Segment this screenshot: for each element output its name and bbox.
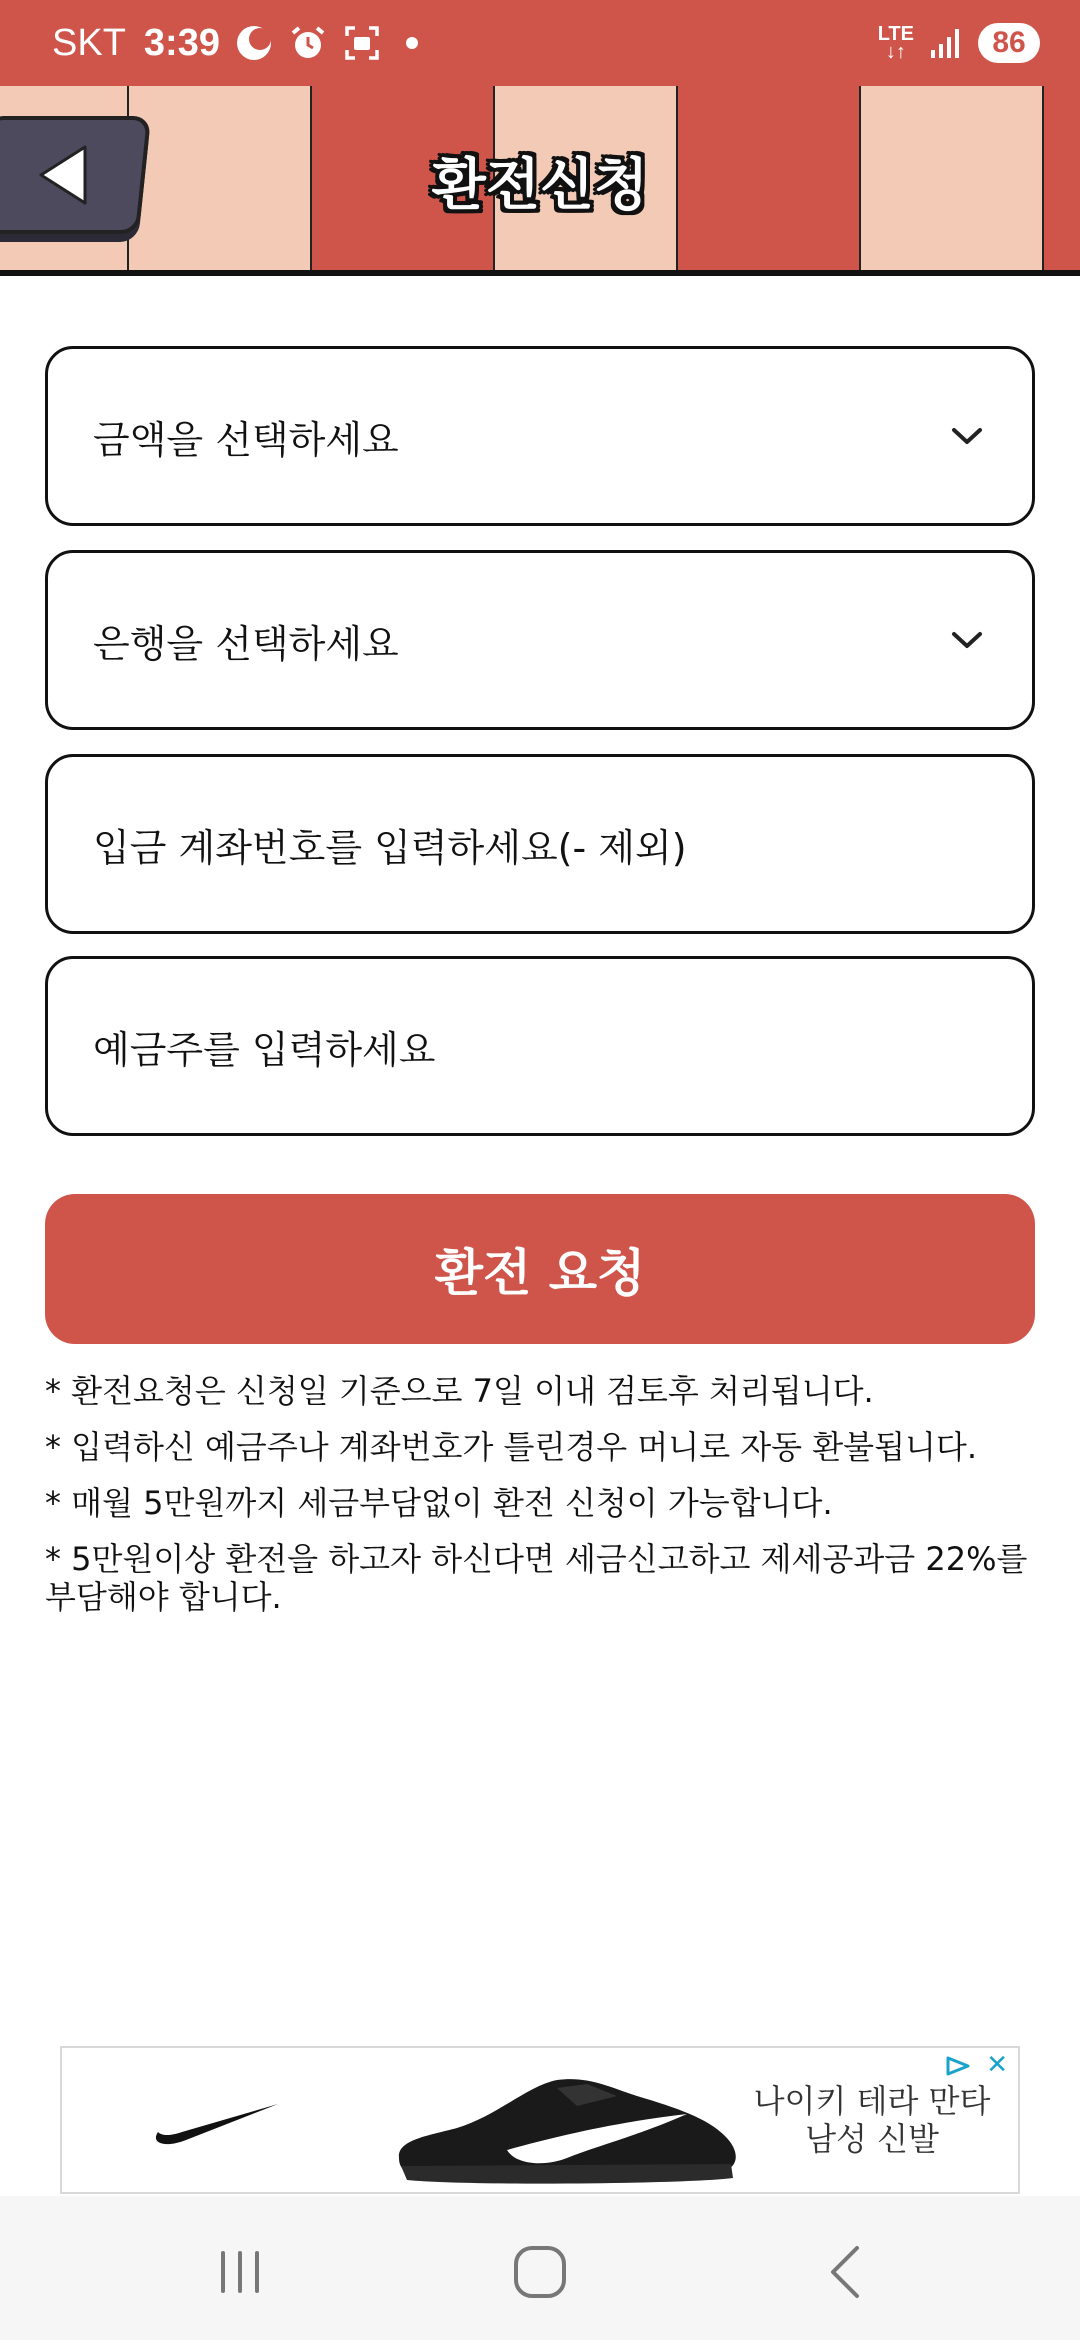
ad-banner[interactable]: [60, 2046, 1020, 2194]
clock: 3:39: [143, 21, 220, 64]
notice-item: * 매월 5만원까지 세금부담없이 환전 신청이 가능합니다.: [45, 1484, 833, 1522]
recent-apps-icon[interactable]: [200, 2232, 280, 2312]
battery-indicator: 86: [978, 23, 1040, 63]
amount-select[interactable]: [45, 346, 1035, 526]
page-title: 환전신청: [431, 153, 649, 218]
moon-icon: [234, 23, 274, 63]
amount-select-label: 금액을 선택하세요: [93, 417, 399, 462]
page-header: [0, 86, 1080, 276]
carrier-label: SKT: [52, 21, 126, 64]
account-holder-placeholder: 예금주를 입력하세요: [93, 1027, 436, 1072]
notice-item: * 5만원이상 환전을 하고자 하신다면 세금신고하고 제세공과금 22%를 부담해야 합니다.: [45, 1540, 1028, 1616]
system-nav-bar: [0, 2196, 1080, 2340]
exchange-request-label: 환전 요청: [434, 1244, 646, 1302]
account-holder-input[interactable]: [45, 956, 1035, 1136]
dot-icon: [406, 37, 418, 49]
screenshot-icon: [342, 23, 382, 63]
back-icon[interactable]: [805, 2232, 885, 2312]
adchoices-icon[interactable]: [942, 2054, 974, 2078]
notice-item: * 환전요청은 신청일 기준으로 7일 이내 검토후 처리됩니다.: [45, 1372, 874, 1410]
chevron-down-icon: [947, 620, 987, 660]
notice-item: * 입력하신 예금주나 계좌번호가 틀린경우 머니로 자동 환불됩니다.: [45, 1428, 978, 1466]
chevron-down-icon: [947, 416, 987, 456]
lte-indicator: LTE ↓↑: [877, 23, 914, 63]
account-number-input[interactable]: [45, 754, 1035, 934]
account-number-placeholder: 입금 계좌번호를 입력하세요(- 제외): [93, 825, 687, 870]
home-icon[interactable]: [500, 2232, 580, 2312]
exchange-request-button[interactable]: [45, 1194, 1035, 1344]
bank-select[interactable]: [45, 550, 1035, 730]
signal-icon: [926, 23, 966, 63]
ad-text: 나이키 테라 만타 남성 신발: [753, 2082, 991, 2158]
nike-swoosh-icon: [152, 2098, 282, 2148]
alarm-icon: [288, 23, 328, 63]
notice-list: [45, 1372, 1035, 1634]
shoe-image: [387, 2066, 757, 2191]
status-bar: [0, 0, 1080, 86]
bank-select-label: 은행을 선택하세요: [93, 621, 399, 666]
ad-close-icon[interactable]: ✕: [986, 2050, 1008, 2080]
